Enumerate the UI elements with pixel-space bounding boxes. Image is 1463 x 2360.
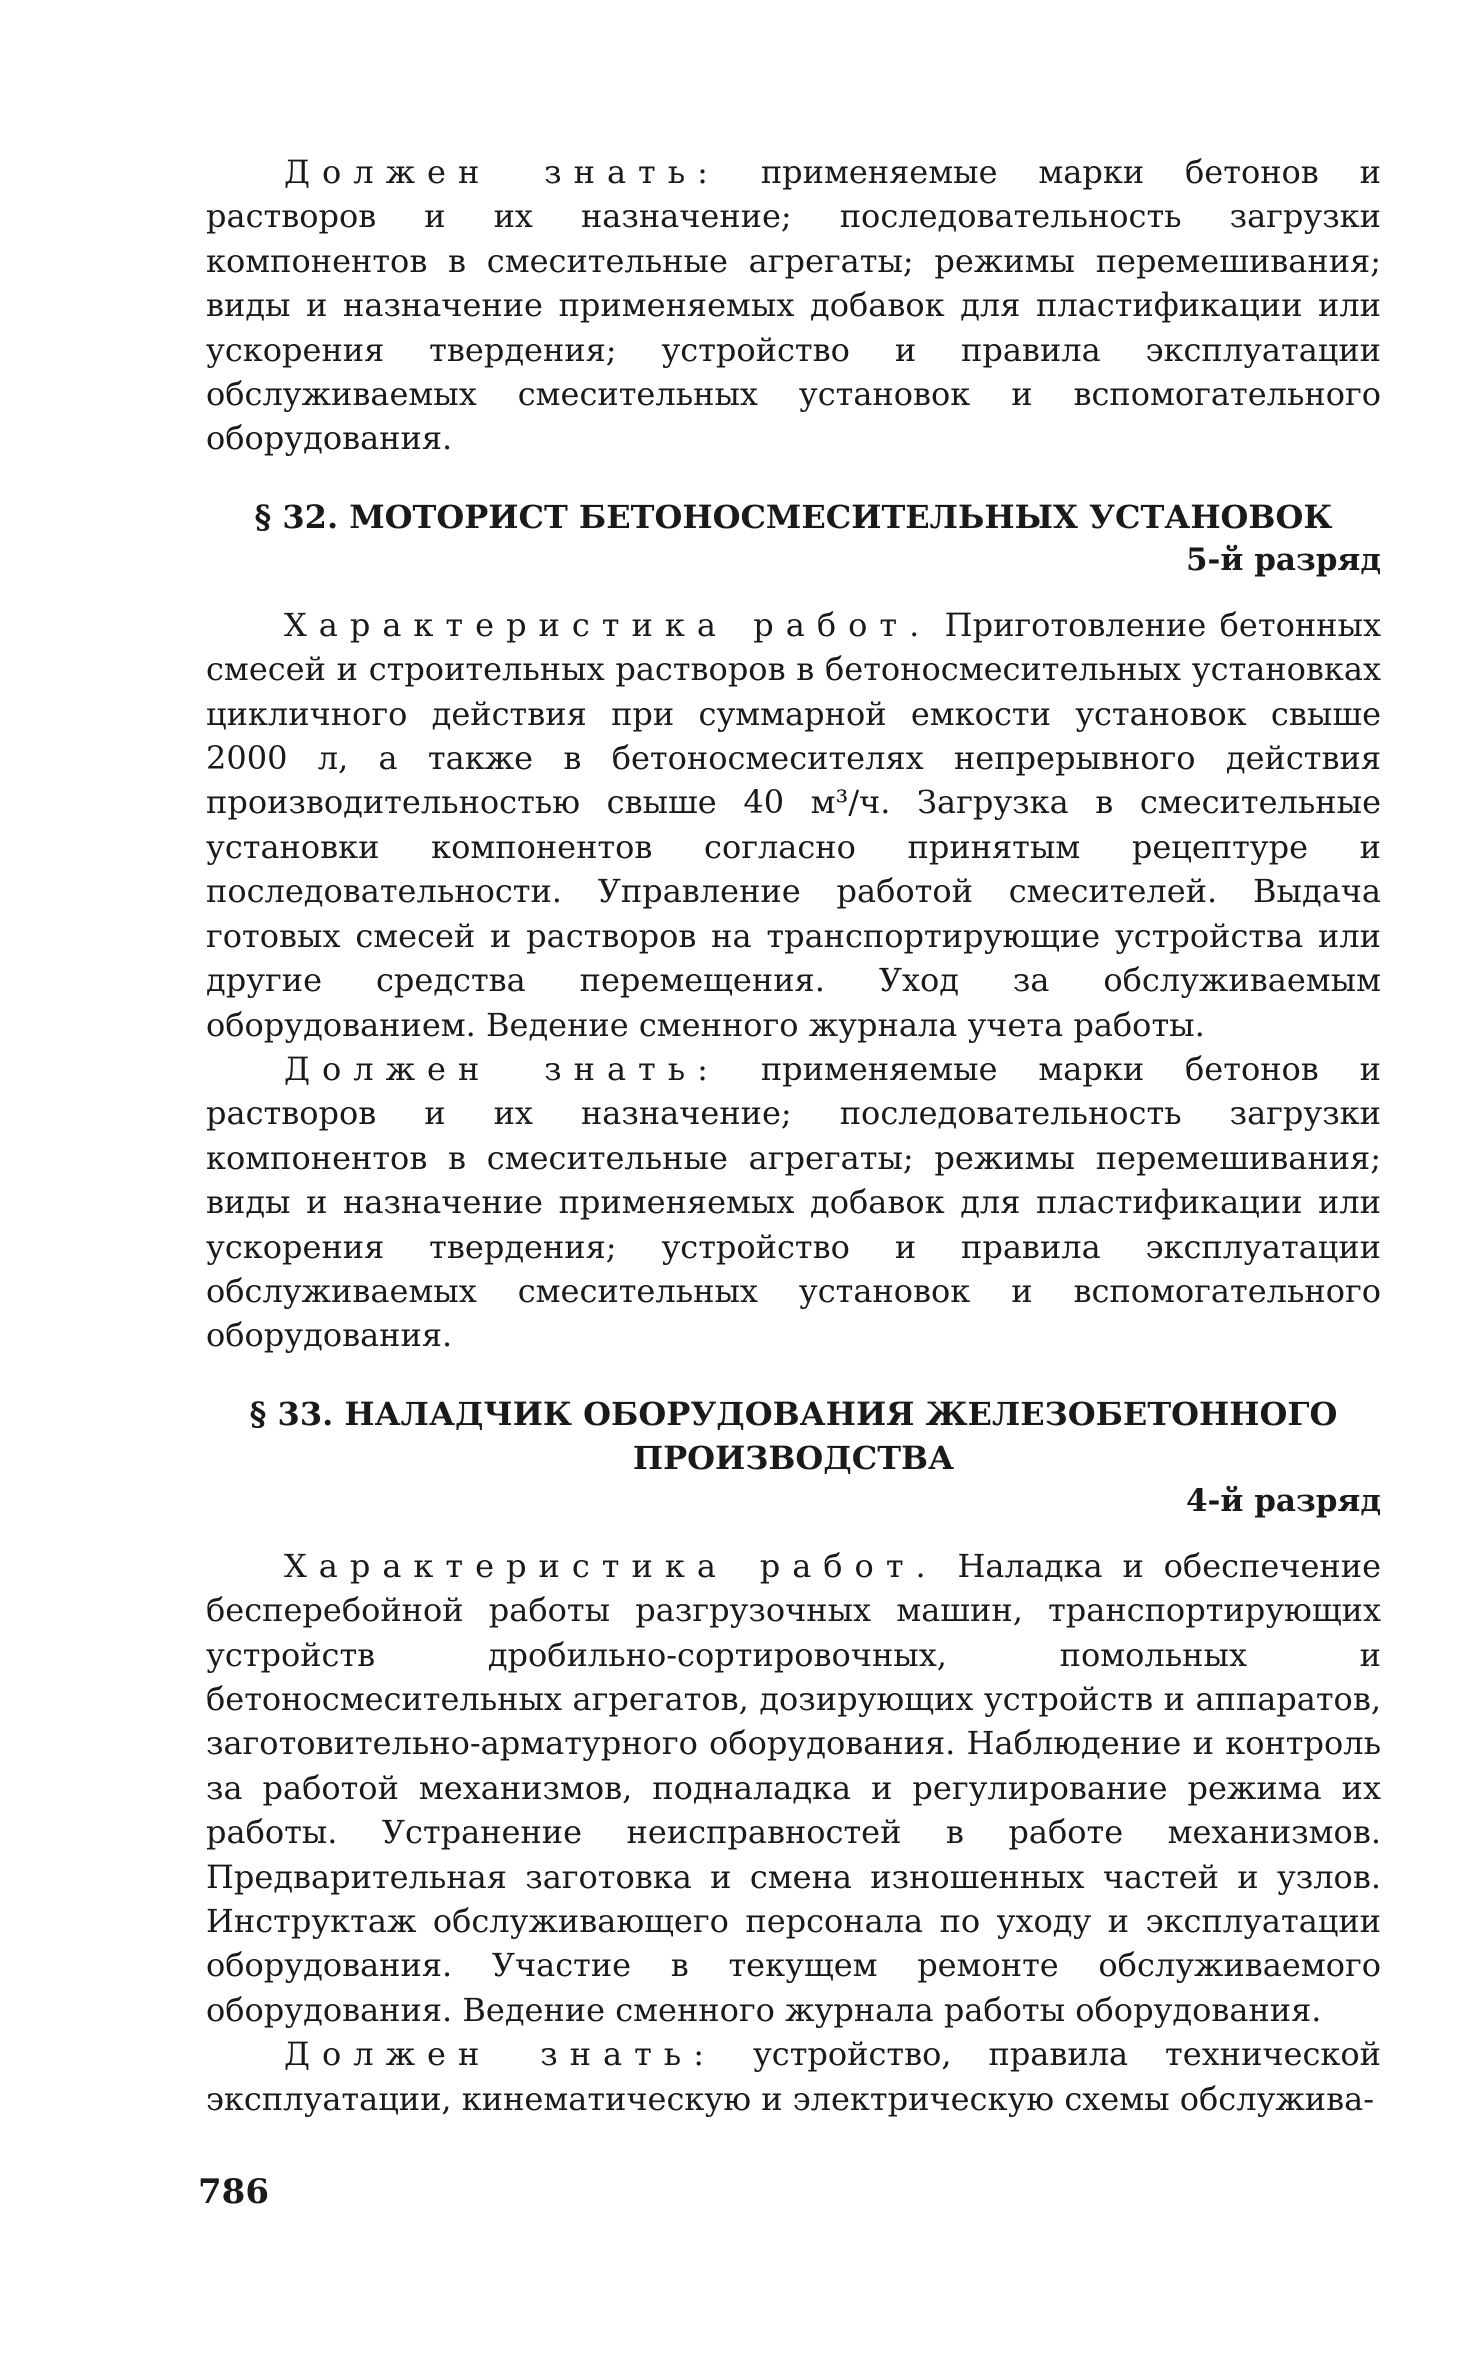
intro-text: применяемые марки бетонов и растворов и их назначение; последовательность загрузки компонентов в смесительные агрегаты; режимы перемешивания; виды и назначение применяемых добавок для пластификации или ускорения твердения; устройство и правила эксплуатации обслуживаемых смесительных установок и вспомогательного оборудования. <box>206 153 1382 458</box>
section-33-char-text: Наладка и обеспечение бесперебойной работы разгрузочных машин, транспортирующих устройств дробильно-сортировочных, помольных и бетоносмесительных агрегатов, дозирующих устройств и аппаратов, заготовительно-арматурного оборудования. Наблюдение и контроль за работой механизмов, подналадка и регулирование режима их работы. Устранение неисправностей в работе механизмов. Предварительная заготовка и смена изношенных частей и узлов. Инструктаж обслуживающего персонала по уходу и эксплуатации оборудования. Участие в текущем ремонте обслуживаемого оборудования. Ведение сменного журнала работы оборудования. <box>206 1546 1382 2029</box>
section-33-title-line2: ПРОИЗВОДСТВА <box>632 1438 955 1477</box>
section-33-know-text: устройство, правила технической эксплуатации, кинематическую и электрическую схемы обслужива- <box>206 2035 1382 2118</box>
section-32-characteristics <box>206 603 1381 1047</box>
section-32-title: § 32. МОТОРИСТ БЕТОНОСМЕСИТЕЛЬНЫХ УСТАНОВОК <box>254 497 1333 536</box>
section-33-know-lead: Должен знать: <box>284 2035 717 2074</box>
page-number: 786 <box>198 2172 269 2212</box>
section-33-title-line1: § 33. НАЛАДЧИК ОБОРУДОВАНИЯ ЖЕЛЕЗОБЕТОННОГО <box>249 1394 1338 1433</box>
section-32-char-text: Приготовление бетонных смесей и строительных растворов в бетоносмесительных установках цикличного действия при суммарной емкости установок свыше 2000 л, а также в бетоносмесителях непрерывного действия производительностью свыше 40 м³/ч. Загрузка в смесительные установки компонентов согласно принятым рецептуре и последовательности. Управление работой смесителей. Выдача готовых смесей и растворов на транспортирующие устройства или другие средства перемещения. Уход за обслуживаемым оборудованием. Ведение сменного журнала учета работы. <box>206 605 1382 1044</box>
page-content <box>206 150 1381 2121</box>
section-33-rank: 4-й разряд <box>1185 1482 1381 1519</box>
section-32-know-lead: Должен знать: <box>284 1049 720 1088</box>
section-32-rank: 5-й разряд <box>1185 541 1381 578</box>
section-32-knowledge <box>206 1047 1381 1358</box>
section-33-characteristics <box>206 1544 1381 2032</box>
section-33-knowledge <box>206 2032 1381 2121</box>
intro-lead: Должен знать: <box>284 153 720 191</box>
section-32-know-text: применяемые марки бетонов и растворов и их назначение; последовательность загрузки компонентов в смесительные агрегаты; режимы перемешивания; виды и назначение применяемых добавок для пластификации или ускорения твердения; устройство и правила эксплуатации обслуживаемых смесительных установок и вспомогательного оборудования. <box>206 1049 1382 1355</box>
section-32-char-lead: Характеристика работ. <box>284 605 932 644</box>
intro-paragraph <box>206 150 1381 461</box>
section-33-char-lead: Характеристика работ. <box>284 1546 938 1585</box>
